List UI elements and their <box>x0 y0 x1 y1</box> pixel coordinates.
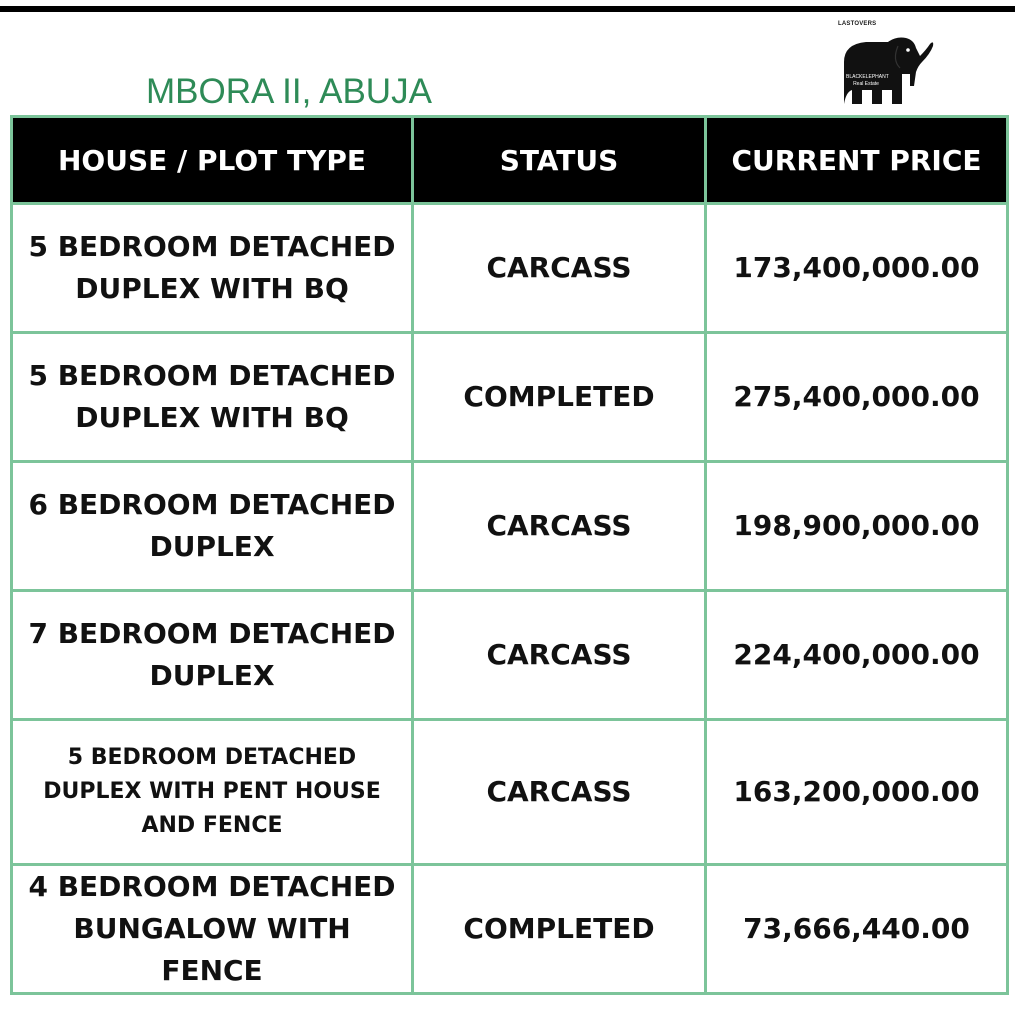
status-cell: CARCASS <box>413 720 706 865</box>
house-type-cell: 5 BEDROOM DETACHED DUPLEX WITH BQ <box>12 204 413 333</box>
price-cell: 224,400,000.00 <box>706 591 1008 720</box>
price-table <box>10 115 1009 995</box>
house-type-cell: 5 BEDROOM DETACHED DUPLEX WITH PENT HOUSE AND FENCE <box>12 720 413 865</box>
price-cell: 73,666,440.00 <box>706 865 1008 994</box>
elephant-icon <box>836 16 938 114</box>
status-cell: CARCASS <box>413 591 706 720</box>
header-current-price: CURRENT PRICE <box>706 117 1008 204</box>
house-type-cell: 7 BEDROOM DETACHED DUPLEX <box>12 591 413 720</box>
table-row <box>12 462 1008 591</box>
status-cell: CARCASS <box>413 204 706 333</box>
table-row <box>12 333 1008 462</box>
table-row <box>12 865 1008 994</box>
table-row <box>12 591 1008 720</box>
table-row <box>12 720 1008 865</box>
price-cell: 173,400,000.00 <box>706 204 1008 333</box>
status-cell: COMPLETED <box>413 333 706 462</box>
company-logo <box>836 16 938 114</box>
table-row <box>12 204 1008 333</box>
table-header-row <box>12 117 1008 204</box>
top-rule <box>0 6 1015 12</box>
logo-brand-text: LASTOVERS <box>838 21 877 27</box>
logo-company-name: BLACKELEPHANT <box>846 74 889 80</box>
status-cell: CARCASS <box>413 462 706 591</box>
house-type-cell: 4 BEDROOM DETACHED BUNGALOW WITH FENCE <box>12 865 413 994</box>
status-cell: COMPLETED <box>413 865 706 994</box>
header-house-plot-type: HOUSE / PLOT TYPE <box>12 117 413 204</box>
location-title: MBORA II, ABUJA <box>146 72 432 111</box>
header-status: STATUS <box>413 117 706 204</box>
logo-tagline: Real Estate <box>853 81 879 87</box>
house-type-cell: 5 BEDROOM DETACHED DUPLEX WITH BQ <box>12 333 413 462</box>
house-type-cell: 6 BEDROOM DETACHED DUPLEX <box>12 462 413 591</box>
price-cell: 275,400,000.00 <box>706 333 1008 462</box>
price-cell: 198,900,000.00 <box>706 462 1008 591</box>
price-cell: 163,200,000.00 <box>706 720 1008 865</box>
